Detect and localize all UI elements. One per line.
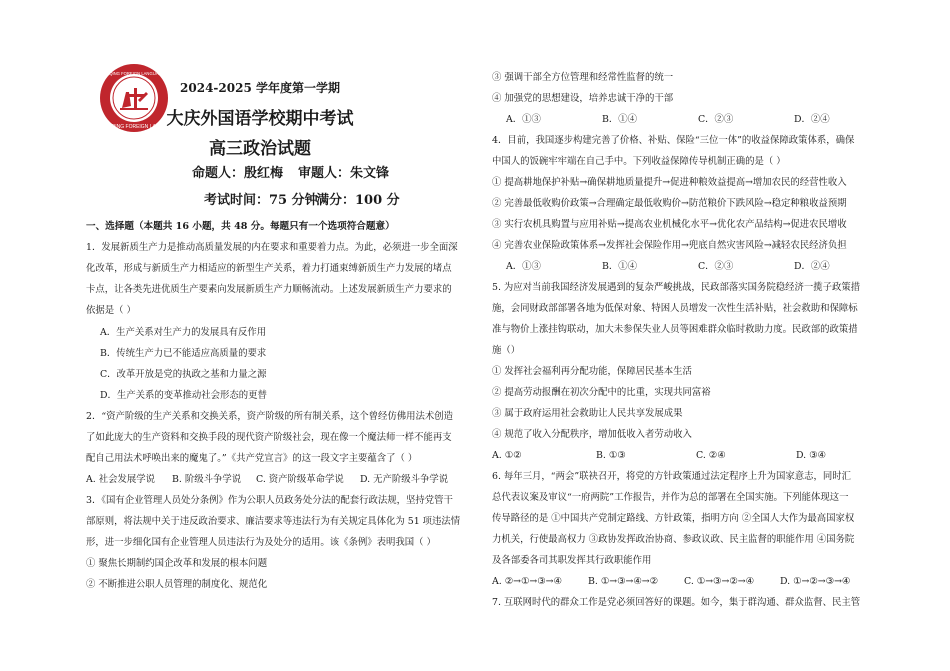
q2-option-d: D. 无产阶级斗争学说: [360, 474, 449, 485]
exam-title: 大庆外国语学校期中考试: [166, 109, 354, 129]
left-line: 3．《国有企业管理人员处分条例》作为公职人员政务处分法的配套行政法规，坚持党管干: [86, 495, 453, 506]
q1-option: B．传统生产力已不能适应高质量的要求: [100, 348, 267, 359]
q4-statement: ③ 实行农机具购置与应用补贴→提高农业机械化水平→优化农产品结构→促进农民增收: [492, 219, 847, 230]
left-line: 卡点，让各类先进优质生产要素向发展新质生产力顺畅流动。上述发展新质生产力要求的: [86, 284, 452, 295]
q3-option-d: D．②④: [794, 114, 830, 125]
right-line: 施（）: [492, 345, 521, 356]
q2-option-b: B. 阶级斗争学说: [172, 474, 242, 485]
q6-option-b: B. ①→③→④→②: [588, 576, 659, 587]
left-line: 2．“资产阶级的生产关系和交换关系，资产阶级的所有制关系，这个曾经仿佛用法术创造: [86, 411, 454, 422]
right-line: 5. 为应对当前我国经济发展遇到的复杂严峻挑战，民政部落实国务院稳经济一揽子政策措: [492, 282, 861, 293]
left-line: 化改革，形成与新质生产力相适应的新型生产关系，着力打通束缚新质生产力发展的堵点: [86, 263, 452, 274]
q2-option-a: A. 社会发展学说: [86, 474, 155, 485]
time-label: 考试时间：75 分钟: [204, 193, 318, 208]
score-label: 满分：100 分: [316, 193, 400, 208]
q1-option: C．改革开放是党的执政之基和力量之源: [100, 369, 267, 380]
q4-statement: ④ 完善农业保险政策体系→发挥社会保险作用→兜底自然灾害风险→减轻农民经济负担: [492, 240, 847, 251]
right-line: 力机关，行使最高权力 ③政协发挥政治协商、参政议政、民主监督的职能作用 ④国务院: [492, 534, 855, 545]
left-line: 1．发展新质生产力是推动高质量发展的内在要求和重要着力点。为此，必须进一步全面深: [86, 242, 458, 253]
subject-title: 高三政治试题: [209, 139, 311, 159]
q1-option: A．生产关系对生产力的发展具有反作用: [100, 327, 267, 338]
q5-statement: ② 提高劳动报酬在初次分配中的比重，实现共同富裕: [492, 387, 711, 398]
q3-statement: ④ 加强党的思想建设，培养忠诚干净的干部: [492, 93, 674, 104]
q3-statement: ③ 强调干部全方位管理和经常性监督的统一: [492, 72, 674, 83]
q5-options: [492, 449, 826, 462]
author-label: 命题人：殷红梅: [192, 166, 284, 181]
q4-option-a: A．①③: [506, 261, 541, 272]
q3-option-a: A．①③: [506, 114, 541, 125]
q3-option-c: C．②③: [698, 114, 734, 125]
right-line: 准与物价上涨挂钩联动，加大未参保失业人员等困难群众临时救助力度。民政部的政策措: [492, 324, 858, 335]
q3-option-b: B．①④: [602, 114, 638, 125]
svg-text:DAQING FOREIGN LANGUAGE: DAQING FOREIGN LANGUAGE: [103, 71, 165, 76]
reviewer-label: 审题人：朱文锋: [298, 166, 390, 181]
q4-statement: ② 完善最低收购价政策→合理确定最低收购价→防范粮价下跌风险→稳定种粮收益预期: [492, 198, 847, 209]
left-line: 部原则，将法规中关于违反政治要求、廉洁要求等违法行为有关规定具体化为 51 项违法情: [86, 516, 461, 527]
q4-option-c: C．②③: [698, 261, 734, 272]
left-line: 了如此庞大的生产资料和交换手段的现代资产阶级社会，现在像一个魔法师一样不能再支: [86, 432, 452, 443]
q5-statement: ③ 属于政府运用社会救助让人民共享发展成果: [492, 408, 683, 419]
right-line: 施，会同财政部部署各地为低保对象、特困人员增发一次性生活补贴，社会救助和保障标: [492, 303, 858, 314]
right-line: 传导路径的是 ①中国共产党制定路线、方针政策，指明方向 ②全国人大作为最高国家权: [492, 513, 855, 524]
q6-option-c: C. ①→③→②→④: [684, 576, 754, 587]
q3-options: [506, 113, 830, 126]
right-line: 中国人的饭碗牢牢端在自己手中。下列收益保障传导机制正确的是（ ）: [492, 156, 786, 167]
year-term: 2024-2025 学年度第一学期: [180, 81, 340, 95]
right-line: 7. 互联网时代的群众工作是党必须回答好的课题。如今，集于群沟通、群众监督、民主管: [492, 597, 861, 608]
q1-option: D．生产关系的变革推动社会形态的更替: [100, 390, 267, 401]
q4-option-b: B．①④: [602, 261, 638, 272]
q3-statement: ② 不断推进公职人员管理的制度化、规范化: [86, 579, 268, 590]
q5-statement: ① 发挥社会福利再分配功能，保障居民基本生活: [492, 366, 692, 377]
q4-statement: ① 提高耕地保护补贴→确保耕地质量提升→促进种粮效益提高→增加农民的经营性收入: [492, 177, 847, 188]
q2-options: [86, 473, 448, 486]
q2-option-c: C. 资产阶级革命学说: [256, 474, 344, 485]
right-line: 6. 每年三月，“两会”联袂召开，将党的方针政策通过法定程序上升为国家意志，同时汇: [492, 471, 852, 482]
right-line: 4．目前，我国逐步构建完善了价格、补贴、保险“三位一体”的收益保障政策体系，确保: [492, 135, 855, 146]
q5-option-c: C. ②④: [696, 450, 726, 461]
left-line: 依据是（ ）: [86, 305, 136, 316]
left-line: 形，进一步细化国有企业管理人员违法行为及处分的适用。该《条例》表明我国（ ）: [86, 537, 436, 548]
svg-text:大庆外国语学校 DAQING FOREIGN LANGUAG: 大庆外国语学校 DAQING FOREIGN LANGUAGE SCHOOL: [68, 124, 200, 130]
right-line: 及各部委各司其职发挥其行政职能作用: [492, 555, 652, 566]
section-title: 一、选择题（本题共 16 小题，共 48 分。每题只有一个选项符合题意）: [86, 221, 395, 232]
right-line: 总代表议案及审议“一府两院”工作报告，并作为总的部署在全国实施。下列能体现这一: [492, 492, 849, 503]
q6-option-a: A. ②→①→③→④: [492, 576, 562, 587]
q3-statement: ① 聚焦长期制约国企改革和发展的根本问题: [86, 558, 268, 569]
q5-option-b: B. ①③: [596, 450, 626, 461]
q5-statement: ④ 规范了收入分配秩序，增加低收入者劳动收入: [492, 429, 692, 440]
q4-options: [506, 260, 830, 273]
q6-options: [492, 575, 850, 588]
q5-option-a: A. ①②: [492, 450, 522, 461]
q6-option-d: D. ①→②→③→④: [780, 576, 851, 587]
left-line: 配自己用法术呼唤出来的魔鬼了。”《共产党宣言》的这一段文字主要蕴含了（ ）: [86, 453, 418, 464]
q5-option-d: D. ③④: [796, 450, 826, 461]
q4-option-d: D．②④: [794, 261, 830, 272]
